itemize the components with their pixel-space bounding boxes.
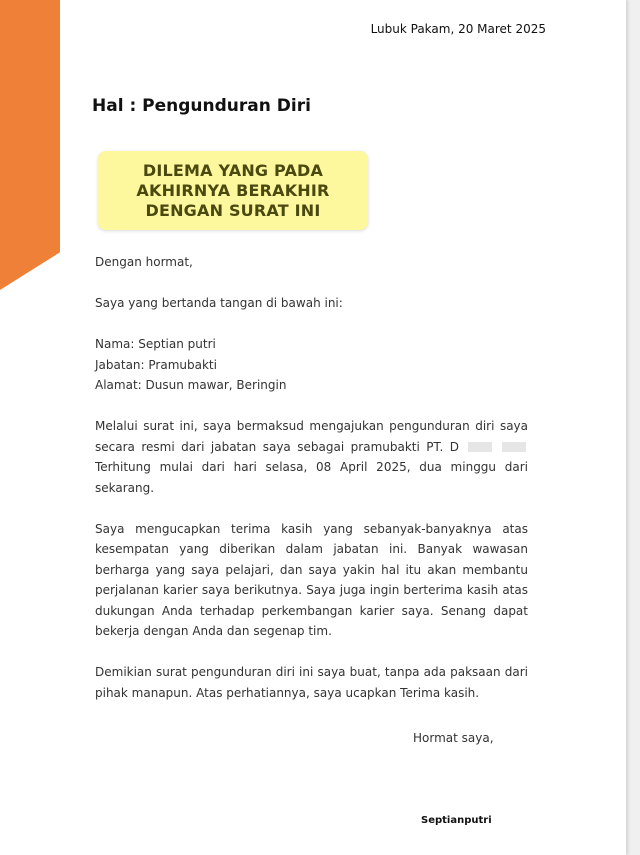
- signature-name: Septianputri: [421, 815, 492, 826]
- letter-body: [95, 252, 528, 724]
- paragraph-thanks: Saya mengucapkan terima kasih yang sebanyak-banyaknya atas kesempatan yang diberikan dalam jabatan ini. Banyak wawasan berharga yang saya pelajari, dan saya yakin hal itu akan membantu perjalanan karier saya berikutnya. Saya juga ingin berterima kasih atas dukungan Anda terhadap perkembangan karier saya. Senang dapat bekerja dengan Anda dan segenap tim.: [95, 521, 528, 638]
- redacted-text: [468, 442, 492, 452]
- place-date: Lubuk Pakam, 20 Maret 2025: [370, 22, 546, 36]
- identity-name: Nama: Septian putri: [95, 337, 216, 351]
- banner-text: DILEMA YANG PADA AKHIRNYA BERAKHIR DENGAN SURAT INI: [136, 160, 330, 220]
- identity-address: Alamat: Dusun mawar, Beringin: [95, 378, 287, 392]
- greeting: Dengan hormat,: [95, 255, 193, 269]
- paragraph-resignation-part1: Melalui surat ini, saya bermaksud mengajukan pengunduran diri saya secara resmi dari jabatan saya sebagai pramubakti PT. D: [95, 419, 528, 454]
- orange-accent-shape: [0, 0, 60, 290]
- highlight-banner: [98, 151, 368, 230]
- intro-line: Saya yang bertanda tangan di bawah ini:: [95, 296, 343, 310]
- paragraph-closing: Demikian surat pengunduran diri ini saya buat, tanpa ada paksaan dari pihak manapun. Atas perhatiannya, saya ucapkan Terima kasih.: [95, 665, 528, 700]
- identity-position: Jabatan: Pramubakti: [95, 357, 217, 372]
- identity-block: [95, 334, 528, 396]
- paragraph-resignation: [95, 416, 528, 498]
- paragraph-resignation-part2: Terhitung mulai dari hari selasa, 08 April 2025, dua minggu dari sekarang.: [95, 460, 528, 495]
- closing-salutation: Hormat saya,: [413, 731, 494, 745]
- letter-subject: Hal : Pengunduran Diri: [92, 96, 311, 116]
- redacted-text: [502, 442, 526, 452]
